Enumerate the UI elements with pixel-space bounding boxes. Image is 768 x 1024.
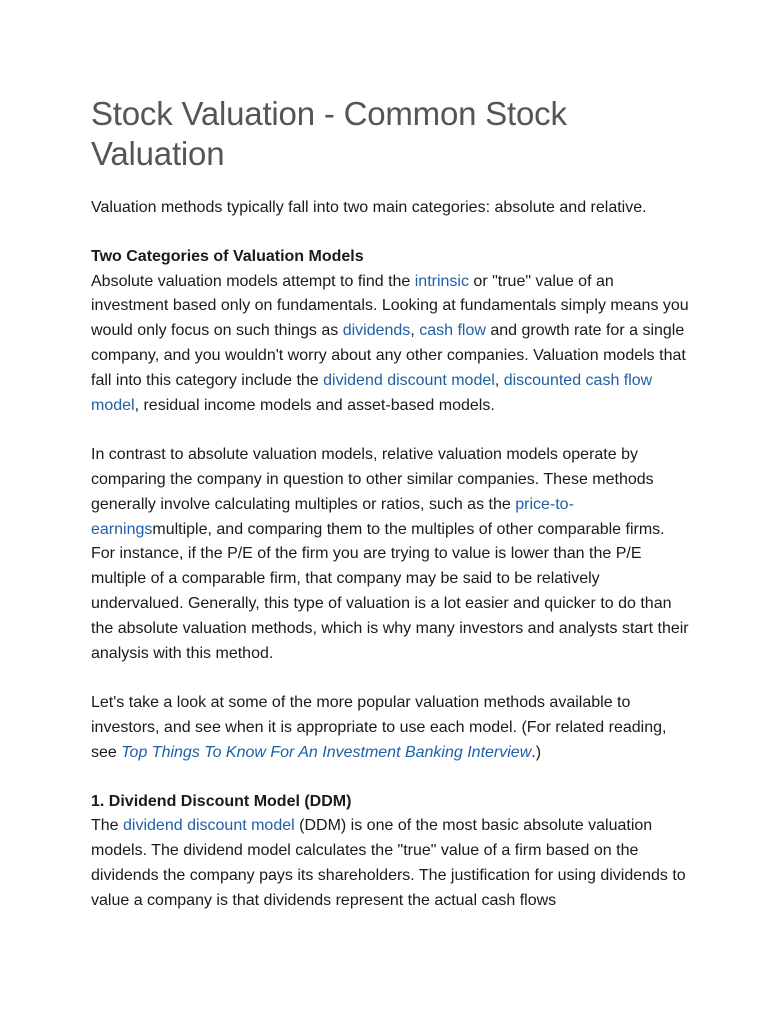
text-run: multiple, and comparing them to the multiples of other comparable firms. For instance, if the P/E of the firm you are trying to value is lower than the P/E multiple of a comparable firm, that company may be said to be relatively undervalued. Generally, this type of valuation is a lot easier and quicker to do than the absolute valuation methods, which is why many investors and analysts start their analysis with this method. (91, 520, 689, 662)
section-heading-ddm: 1. Dividend Discount Model (DDM) (91, 792, 352, 810)
absolute-valuation-paragraph (91, 270, 691, 419)
discounted-cash-flow-model-link[interactable]: discounted cash flow model (91, 371, 653, 414)
text-run: Let's take a look at some of the more popular valuation methods available to investors, and see when it is appropriate to use each model. (For related reading, see (91, 694, 667, 761)
cash-flow-link[interactable]: cash flow (419, 322, 486, 340)
text-run: .) (531, 743, 542, 761)
text-run: In contrast to absolute valuation models, relative valuation models operate by comparing the company in question to other similar companies. These methods generally involve calculating multiples or ratios, such as the (91, 446, 654, 513)
ddm-link[interactable]: dividend discount model (123, 817, 295, 835)
article (91, 94, 691, 914)
price-to-earnings-link[interactable]: price-to-earnings (91, 495, 574, 538)
intro-paragraph: Valuation methods typically fall into two main categories: absolute and relative. (91, 199, 647, 216)
text-run: or "true" value of an investment based only on fundamentals. Looking at fundamentals simply means you would only focus on such things as (91, 272, 689, 340)
investment-banking-interview-link[interactable]: Top Things To Know For An Investment Banking Interview (121, 743, 532, 761)
section-heading-two-categories: Two Categories of Valuation Models (91, 247, 364, 265)
text-run: , (494, 371, 504, 389)
text-run: Absolute valuation models attempt to find the (91, 272, 415, 290)
text-run: , residual income models and asset-based models. (134, 396, 495, 414)
popular-methods-paragraph (91, 691, 691, 765)
text-run: , (410, 322, 420, 340)
text-run: The (91, 817, 124, 835)
ddm-paragraph (91, 814, 691, 913)
dividend-discount-model-link[interactable]: dividend discount model (323, 371, 495, 389)
dividends-link[interactable]: dividends (342, 322, 411, 340)
intrinsic-link[interactable]: intrinsic (414, 272, 469, 290)
page-title: Stock Valuation - Common Stock Valuation (91, 95, 567, 172)
text-run: and growth rate for a single company, and you wouldn't worry about any other companies. Valuation models that fall into this category include the (91, 322, 686, 389)
relative-valuation-paragraph (91, 443, 691, 666)
text-run: (DDM) is one of the most basic absolute valuation models. The dividend model calculates the "true" value of a firm based on the dividends the company pays its shareholders. The justification for using dividends to value a company is that dividends represent the actual cash flows (91, 817, 686, 909)
